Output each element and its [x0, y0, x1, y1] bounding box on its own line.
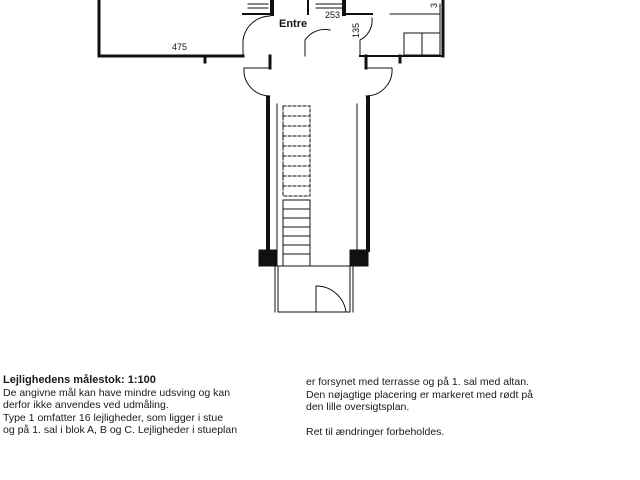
door-swing-left	[243, 16, 270, 56]
dimension-475: 475	[172, 42, 188, 52]
note-line: er forsynet med terrasse og på 1. sal med altan.	[306, 376, 529, 388]
dimension-135: 135	[351, 22, 361, 38]
stair-lower	[283, 200, 310, 266]
note-line: og på 1. sal i blok A, B og C. Lejligheder i stueplan	[3, 424, 238, 437]
changes-reserved-note: Ret til ændringer forbeholdes.	[306, 426, 445, 439]
entrance-porch	[278, 266, 350, 312]
notes-right-column	[306, 376, 606, 439]
stair-upper-dashed	[283, 106, 310, 196]
note-line: derfor ikke anvendes ved udmåling.	[3, 399, 169, 412]
entre-label: Entre	[279, 18, 308, 30]
door-swing-right	[360, 18, 372, 56]
notes-left-column	[3, 374, 293, 437]
base-block-left	[259, 250, 277, 266]
scale-heading: Lejlighedens målestok: 1:100	[3, 374, 156, 386]
note-line: Type 1 omfatter 16 lejligheder, som ligger i stue	[3, 411, 224, 424]
entrance-door-swing	[316, 286, 346, 312]
stair-door-left	[244, 68, 270, 96]
stair-door-right	[366, 68, 392, 96]
note-line: De angivne mål kan have mindre udsving og kan	[3, 386, 231, 399]
base-block-right	[350, 250, 368, 266]
note-line: Den nøjagtige placering er markeret med rødt på	[306, 388, 534, 401]
note-line: den lille oversigtsplan.	[306, 401, 410, 414]
door-swing-center	[305, 29, 330, 56]
dimension-edge: 3	[429, 2, 439, 8]
dimension-253: 253	[325, 10, 341, 20]
